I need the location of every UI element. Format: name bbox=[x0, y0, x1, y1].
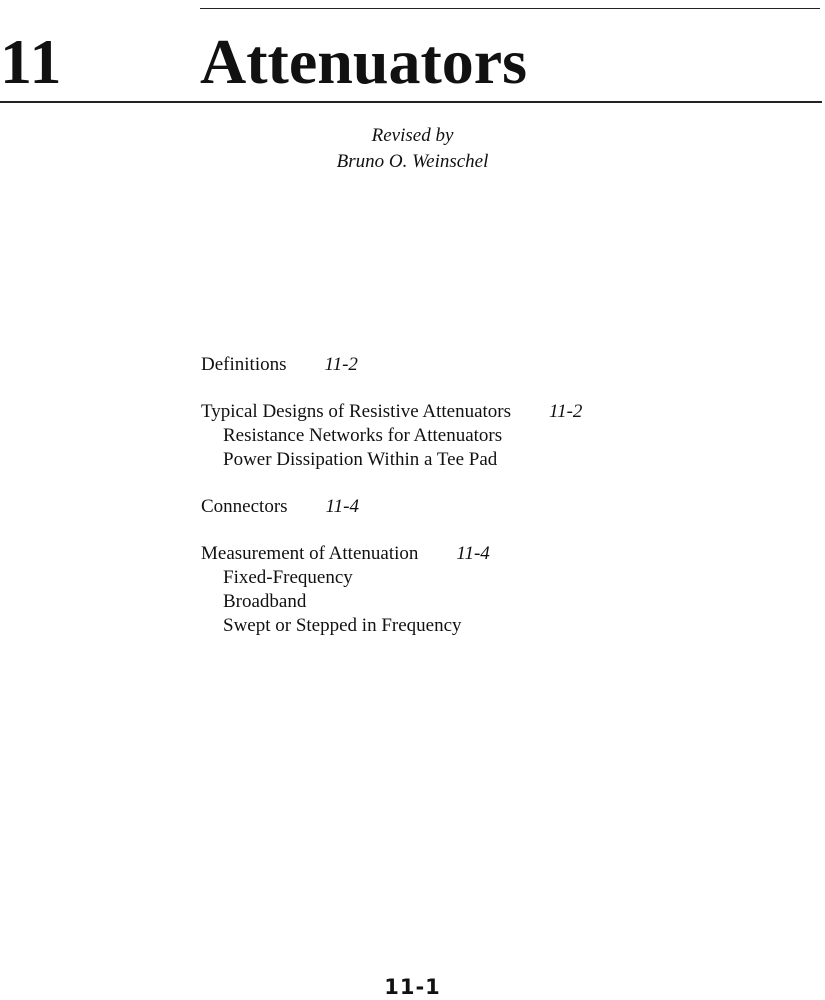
byline-author: Bruno O. Weinschel bbox=[336, 151, 489, 172]
toc-subentry: Broadband bbox=[223, 591, 307, 612]
header-rule-bottom bbox=[0, 101, 822, 103]
toc-section bbox=[201, 353, 761, 377]
toc-subentry: Power Dissipation Within a Tee Pad bbox=[223, 449, 498, 470]
byline bbox=[0, 123, 825, 175]
toc-entry bbox=[201, 542, 761, 566]
toc-subentry: Fixed-Frequency bbox=[223, 567, 353, 588]
toc-subentry: Swept or Stepped in Frequency bbox=[223, 615, 462, 636]
toc-section bbox=[201, 400, 761, 472]
toc-entry-title: Measurement of Attenuation bbox=[201, 543, 419, 564]
toc-entry-page: 11-2 bbox=[549, 401, 583, 422]
toc-entry-title: Connectors bbox=[201, 496, 288, 517]
byline-revised-by: Revised by bbox=[371, 125, 454, 146]
page-number: 11-1 bbox=[384, 975, 441, 999]
toc-section bbox=[201, 495, 761, 519]
toc-entry bbox=[201, 495, 761, 519]
toc-entry-page: 11-2 bbox=[324, 354, 358, 375]
toc-entry bbox=[201, 400, 761, 424]
table-of-contents bbox=[201, 353, 761, 661]
toc-entry-title: Definitions bbox=[201, 354, 287, 375]
toc-entry-page: 11-4 bbox=[325, 496, 359, 517]
toc-entry-title: Typical Designs of Resistive Attenuators bbox=[201, 401, 512, 422]
toc-entry bbox=[201, 353, 761, 377]
toc-entry-page: 11-4 bbox=[456, 543, 490, 564]
header-rule-top bbox=[200, 8, 820, 9]
toc-subentry: Resistance Networks for Attenuators bbox=[223, 425, 503, 446]
toc-section bbox=[201, 542, 761, 638]
chapter-number: 11 bbox=[0, 26, 63, 97]
chapter-title: Attenuators bbox=[200, 26, 528, 97]
